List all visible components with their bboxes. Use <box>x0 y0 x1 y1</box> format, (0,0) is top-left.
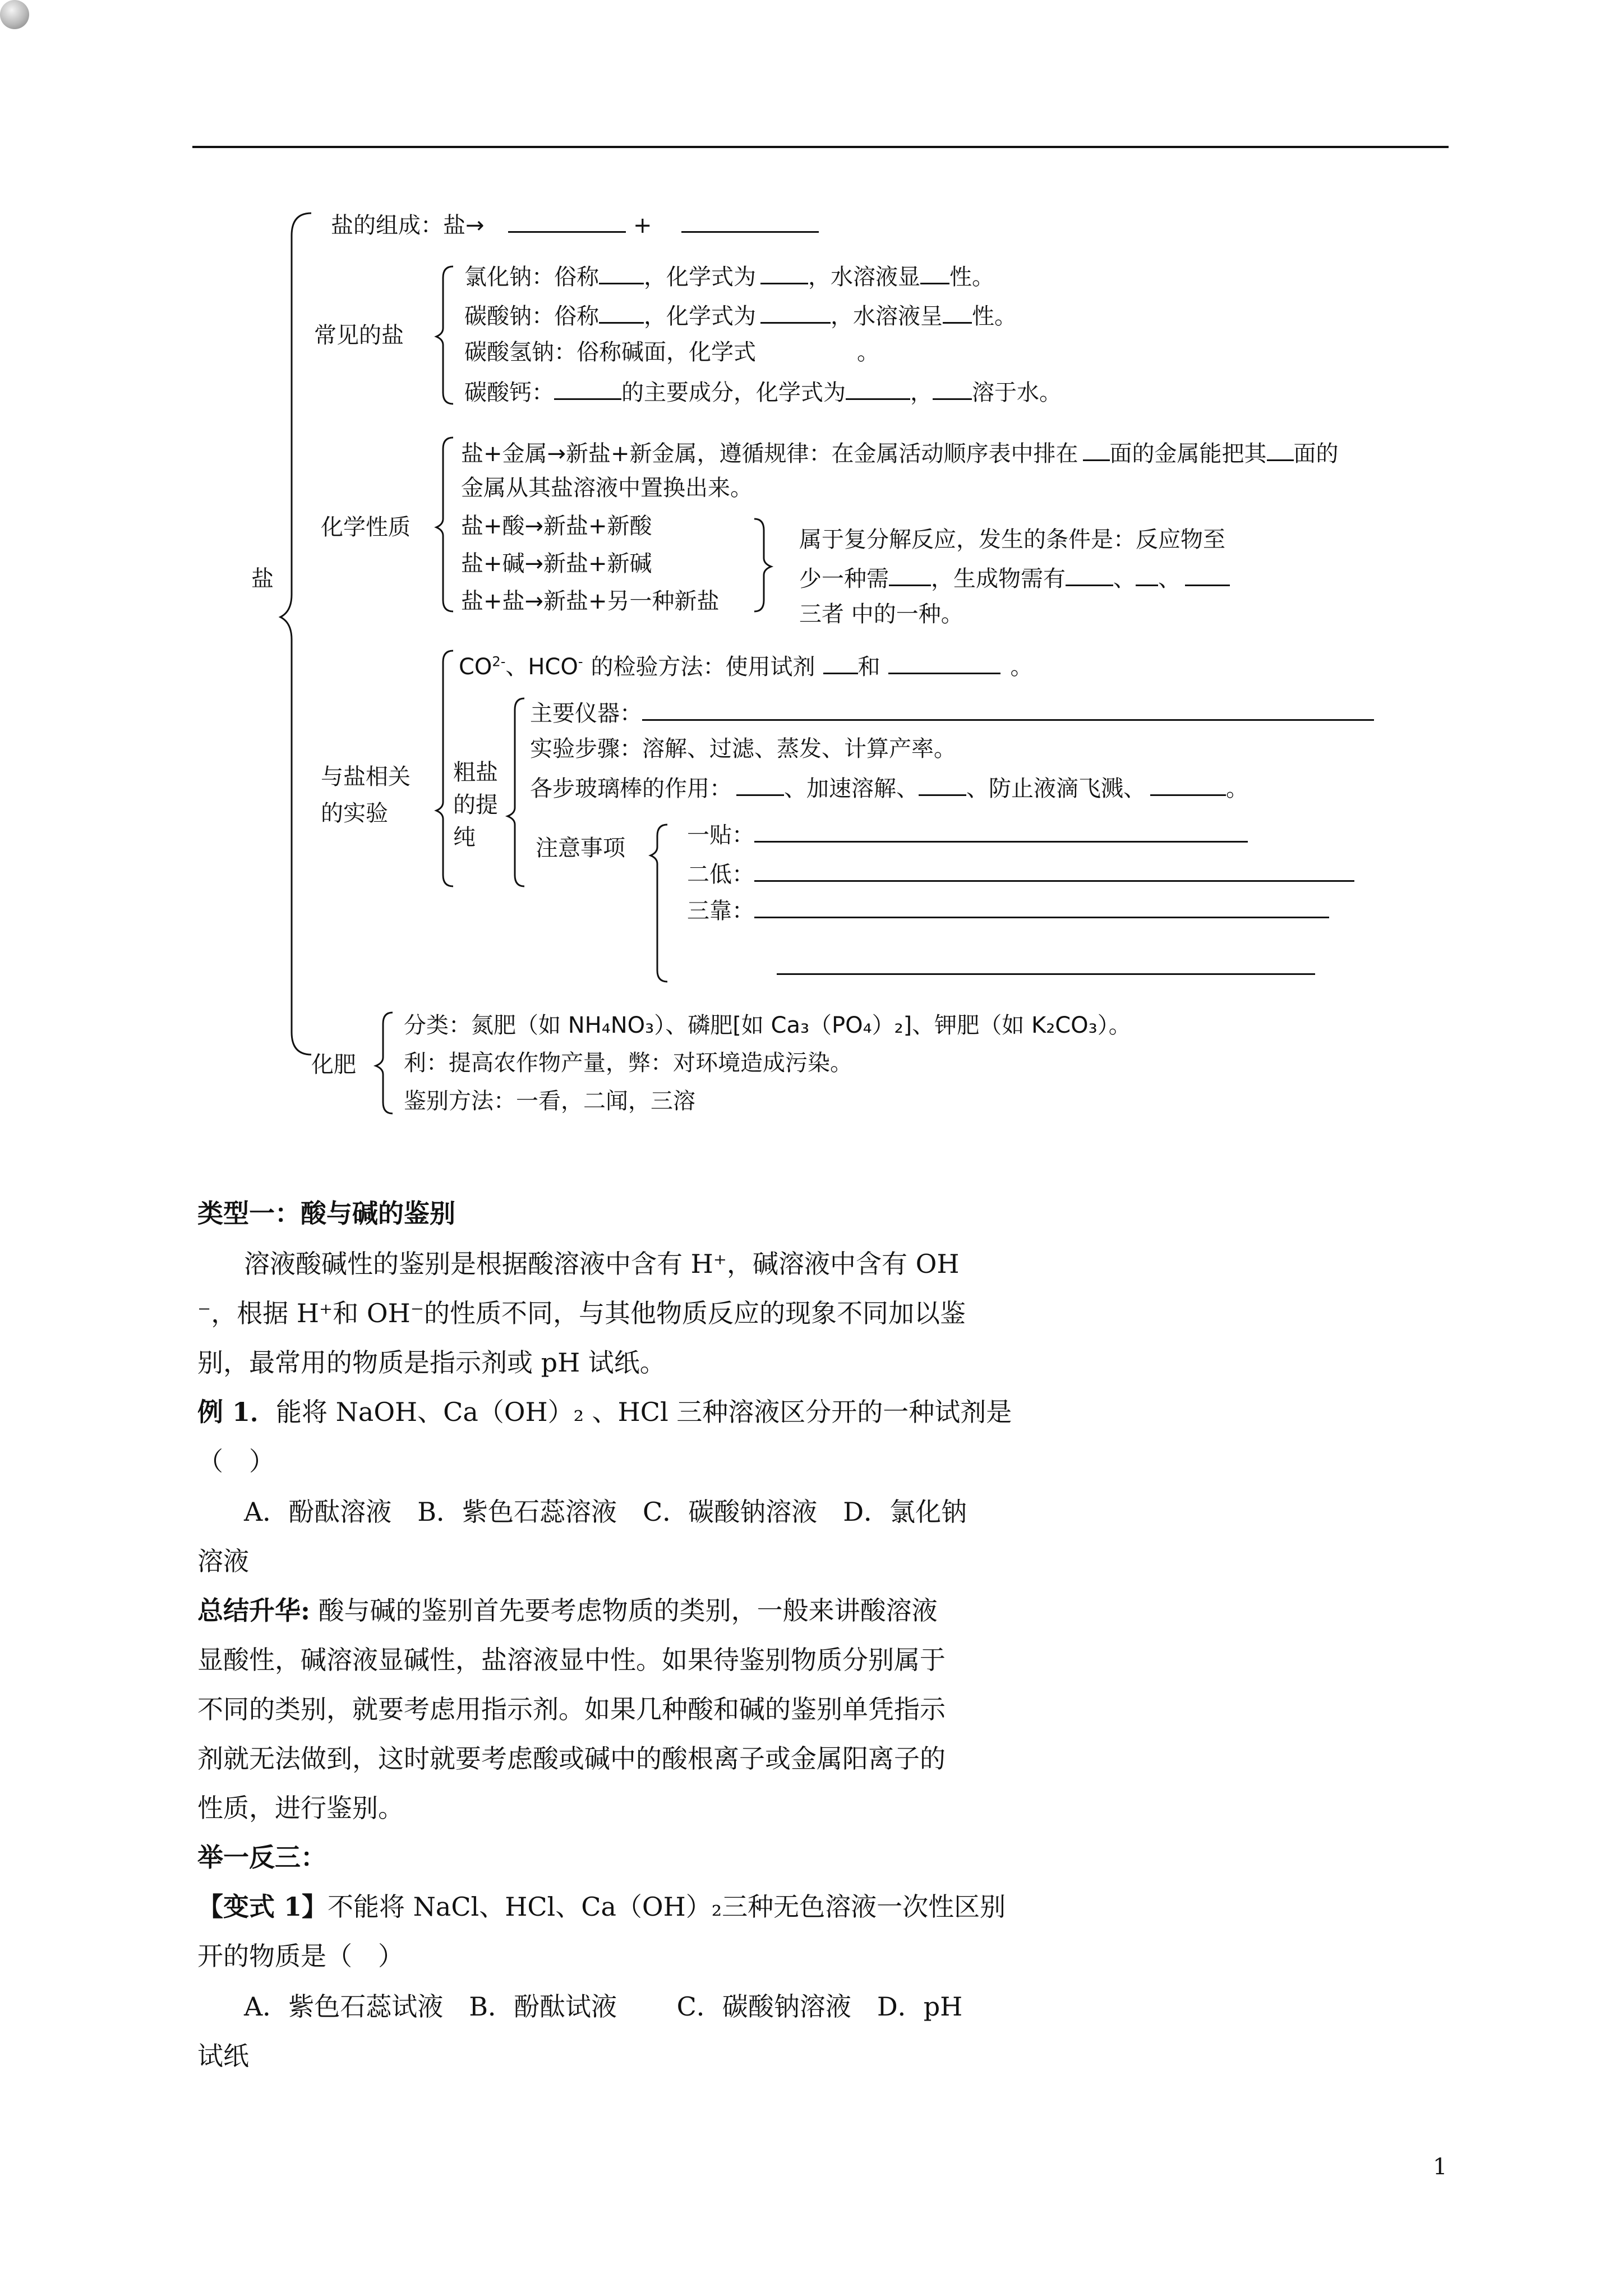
common-line-caco3 <box>464 379 1062 404</box>
reaction-salt-acid: 盐+酸→新盐+新酸 <box>461 513 652 539</box>
nahco3-text: 碳酸氢钠：俗称碱面，化学式 <box>464 339 756 365</box>
blank <box>754 861 1354 882</box>
bicarbonate-formula: 、HCO <box>505 654 578 680</box>
instrument-line <box>530 700 1374 725</box>
note-three-blank-2 <box>777 973 1315 975</box>
chemical-properties-label: 化学性质 <box>321 514 411 540</box>
blank <box>760 303 831 324</box>
example-1-options: A．酚酞溶液 B．紫色石蕊溶液 C．碳酸钠溶液 D．氯化钠 <box>244 1497 967 1527</box>
blank <box>889 565 931 586</box>
chemical-line-metal <box>461 440 1339 465</box>
test-text: 。 <box>1010 654 1033 680</box>
condition-line-1: 属于复分解反应，发生的条件是：反应物至 <box>799 527 1225 553</box>
experiment-label-1: 与盐相关 <box>321 764 411 790</box>
blank <box>754 822 1248 843</box>
caco3-text: 的主要成分，化学式为 <box>621 380 846 406</box>
blank <box>920 264 949 284</box>
paragraph-1-line-3: 别，最常用的物质是指示剂或 pH 试纸。 <box>197 1347 666 1378</box>
caco3-text: 碳酸钙： <box>464 380 554 406</box>
blank <box>642 700 1374 721</box>
test-text: 的检验方法：使用试剂 <box>591 654 815 680</box>
reaction-salt-salt: 盐+盐→新盐+另一种新盐 <box>461 588 720 614</box>
rod-text: 。 <box>1226 776 1248 802</box>
nahco3-end: 。 <box>857 339 879 365</box>
condition-text: ，生成物需有 <box>931 566 1066 592</box>
blank <box>1267 440 1294 461</box>
example-1-question: 能将 NaOH、Ca（OH）₂ 、HCl 三种溶液区分开的一种试剂是 <box>276 1397 1012 1427</box>
reaction-salt-base: 盐+碱→新盐+新碱 <box>461 551 652 577</box>
blank <box>888 654 1000 674</box>
rod-text: 、加速溶解、 <box>784 776 919 802</box>
variant-1-label: 【变式 1】 <box>197 1892 328 1922</box>
notes-label: 注意事项 <box>536 835 625 861</box>
common-line-nahco3 <box>464 341 879 364</box>
variant-1-options: A．紫色石蕊试液 B．酚酞试液 C．碳酸钠溶液 D．pH <box>244 1991 963 2022</box>
crude-salt-label-2: 的提 <box>453 792 498 818</box>
fertilizer-label: 化肥 <box>311 1052 356 1078</box>
blank <box>754 898 1329 918</box>
variant-1-options-2: 试纸 <box>197 2041 249 2071</box>
carbonate-formula: CO <box>459 654 492 680</box>
chemical-line-metal2: 金属从其盐溶液中置换出来。 <box>461 475 753 501</box>
na2co3-text: 性。 <box>972 303 1017 329</box>
blank <box>508 212 626 233</box>
condition-line-2 <box>799 565 1230 590</box>
na2co3-text: 碳酸钠：俗称 <box>464 303 599 329</box>
page-number: 1 <box>1433 2154 1447 2180</box>
variant-1-question: 不能将 NaCl、HCl、Ca（OH）₂三种无色溶液一次性区别 <box>328 1892 1006 1922</box>
blank <box>760 264 808 284</box>
fertilizer-pros-cons: 利：提高农作物产量，弊：对环境造成污染。 <box>404 1050 852 1076</box>
paragraph-1-line-1: 溶液酸碱性的鉴别是根据酸溶液中含有 H⁺，碱溶液中含有 OH <box>244 1249 960 1279</box>
rod-text: 、防止液滴飞溅、 <box>966 776 1146 802</box>
condition-text: 、 <box>1158 566 1181 592</box>
summary-line-1 <box>197 1595 938 1626</box>
type1-title: 类型一：酸与碱的鉴别 <box>197 1198 455 1228</box>
metal-rule-text: 盐+金属→新盐+新金属，遵循规律：在金属活动顺序表中排在 <box>461 441 1078 467</box>
glass-rod-line <box>530 775 1248 800</box>
summary-text: 酸与碱的鉴别首先要考虑物质的类别，一般来讲酸溶液 <box>310 1595 938 1626</box>
steps-line: 实验步骤：溶解、过滤、蒸发、计算产率。 <box>530 736 956 762</box>
common-line-nacl <box>464 264 994 288</box>
blank <box>599 303 644 324</box>
note-two <box>687 861 1354 886</box>
note-one <box>687 822 1248 846</box>
crude-salt-label <box>453 756 498 854</box>
summary-label: 总结升华: <box>197 1595 310 1626</box>
composition-label: 盐的组成：盐→ <box>331 213 485 238</box>
example-1-options-2: 溶液 <box>197 1546 249 1576</box>
blank <box>736 775 784 796</box>
caco3-text: ， <box>910 380 933 406</box>
condition-text: 少一种需 <box>799 566 889 592</box>
fertilizer-identification: 鉴别方法：一看，二闻，三溶 <box>404 1088 695 1114</box>
example-1-paren: （ ） <box>197 1446 275 1476</box>
nacl-text: 氯化钠：俗称 <box>464 264 599 290</box>
note-two-label: 二低： <box>687 862 754 887</box>
nacl-text: 性。 <box>949 264 994 290</box>
example-1-label: 例 1． <box>197 1397 276 1427</box>
blank <box>1083 440 1110 461</box>
blank <box>681 212 819 233</box>
summary-line-5: 性质，进行鉴别。 <box>197 1793 404 1823</box>
instrument-label: 主要仪器： <box>530 701 642 726</box>
crude-salt-label-3: 纯 <box>453 825 476 850</box>
summary-line-2: 显酸性，碱溶液显碱性，盐溶液显中性。如果待鉴别物质分别属于 <box>197 1645 946 1675</box>
note-three <box>687 898 1329 922</box>
caco3-text: 溶于水。 <box>972 380 1062 406</box>
variant-1-line-2: 开的物质是（ ） <box>197 1941 404 1971</box>
blank <box>1150 775 1226 796</box>
na2co3-text: ，化学式为 <box>644 303 756 329</box>
condition-line-3: 三者 中的一种。 <box>799 601 963 627</box>
metal-rule-text: 面的 <box>1293 441 1339 467</box>
nacl-text: ，化学式为 <box>644 264 756 290</box>
blank <box>823 654 858 674</box>
blank <box>943 303 972 324</box>
na2co3-text: ，水溶液呈 <box>831 303 943 329</box>
blank <box>599 264 644 284</box>
summary-line-3: 不同的类别，就要考虑用指示剂。如果几种酸和碱的鉴别单凭指示 <box>197 1694 946 1724</box>
note-three-label: 三靠： <box>687 898 754 924</box>
blank <box>846 379 910 400</box>
variant-1 <box>197 1894 1006 1920</box>
note-one-label: 一贴： <box>687 822 754 848</box>
example-1 <box>197 1399 1012 1425</box>
experiment-label-2: 的实验 <box>321 800 388 826</box>
blank <box>1185 565 1230 586</box>
blank <box>919 775 966 796</box>
common-line-na2co3 <box>464 303 1017 328</box>
root-label: 盐 <box>251 566 274 592</box>
blank <box>554 379 621 400</box>
paragraph-1-line-2: ⁻，根据 H⁺和 OH⁻的性质不同，与其他物质反应的现象不同加以鉴 <box>197 1298 966 1328</box>
test-text: 和 <box>857 654 880 680</box>
metal-rule-text: 面的金属能把其 <box>1109 441 1267 467</box>
carbonate-test-line: $CO^{2-}$、HCO- 的检验方法：使用试剂 和 。 <box>459 654 1033 680</box>
summary-line-4: 剂就无法做到，这时就要考虑酸或碱中的酸根离子或金属阳离子的 <box>197 1743 946 1774</box>
fertilizer-classification: 分类：氮肥（如 NH₄NO₃）、磷肥[如 Ca₃（PO₄）₂]、钾肥（如 K₂CO₃）。 <box>404 1013 1131 1038</box>
composition-plus: + <box>633 213 652 238</box>
composition-line <box>331 212 819 237</box>
crude-salt-label-1: 粗盐 <box>453 760 498 785</box>
common-salts-label: 常见的盐 <box>314 323 404 348</box>
nacl-text: ，水溶液显 <box>808 264 920 290</box>
blank <box>1136 565 1158 586</box>
condition-text: 、 <box>1113 566 1136 592</box>
practice-title: 举一反三： <box>197 1842 326 1872</box>
rod-text: 各步玻璃棒的作用： <box>530 776 732 802</box>
blank <box>933 379 972 400</box>
blank <box>1066 565 1113 586</box>
